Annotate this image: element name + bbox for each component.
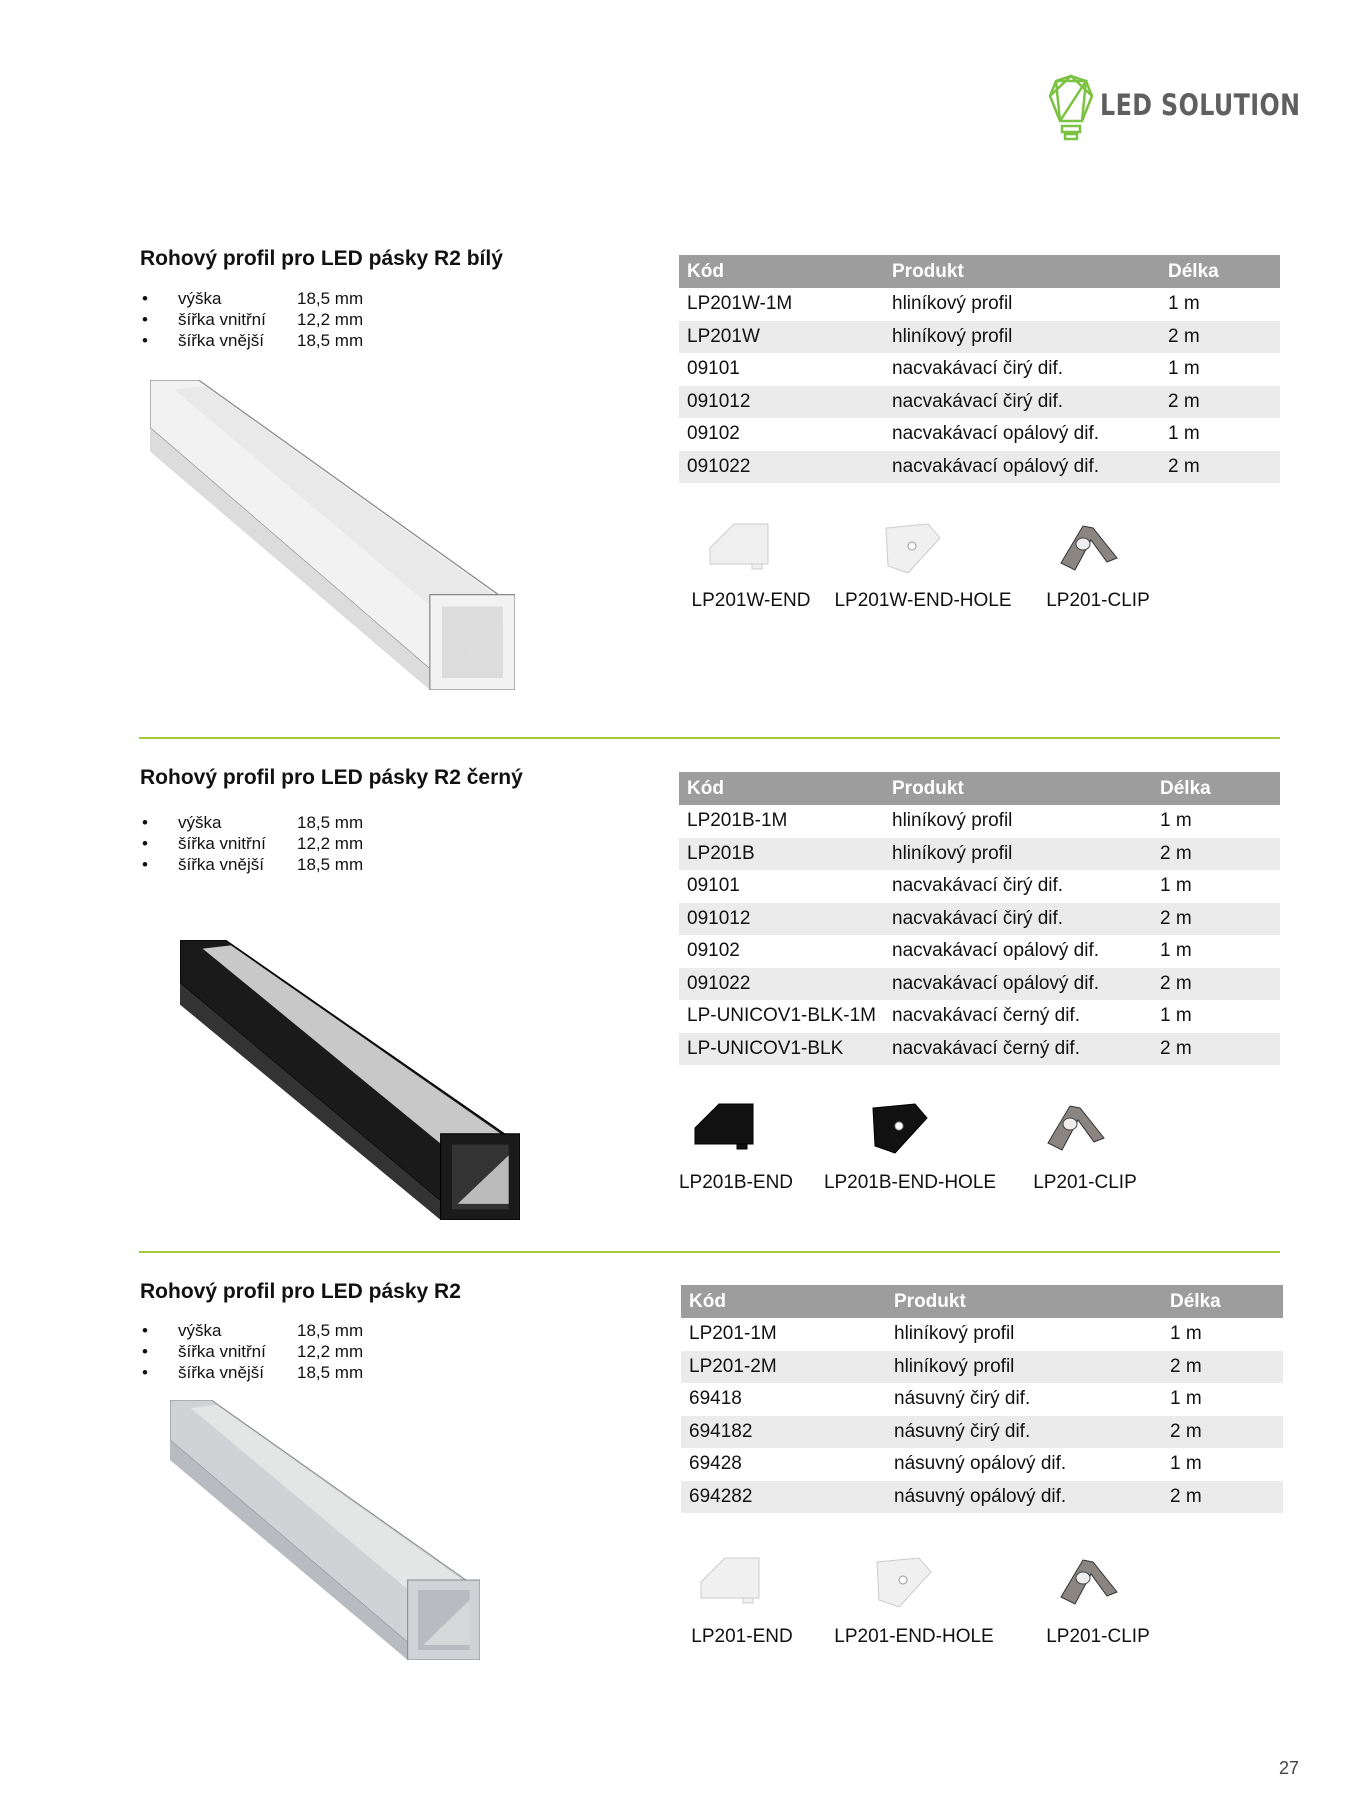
spec-item [142, 1320, 442, 1341]
cell-length: 2 m [1152, 838, 1280, 871]
column-header-product: Produkt [884, 255, 1160, 288]
cell-product: násuvný opálový dif. [894, 1453, 1067, 1475]
column-header-code: Kód [679, 772, 884, 805]
lightbulb-logo-icon [1048, 74, 1094, 144]
brand-logo [1048, 74, 1301, 144]
cell-product: nacvakávací čirý dif. [892, 358, 1064, 380]
table-row [679, 838, 1280, 871]
cell-length: 2 m [1162, 1481, 1283, 1514]
profile-image [180, 940, 520, 1220]
spec-item [142, 288, 442, 309]
cell-product: nacvakávací čirý dif. [884, 386, 1160, 419]
accessory-label: LP201B-END-HOLE [823, 1172, 997, 1193]
spec-label: šířka vnitřní [178, 1342, 266, 1361]
end-cap-white-icon [706, 518, 776, 583]
bullet-icon: • [142, 1342, 148, 1361]
cell-length: 1 m [1160, 1005, 1192, 1027]
bullet-icon: • [142, 289, 148, 308]
accessory-label: LP201-CLIP [1046, 1626, 1150, 1647]
column-header-product: Produkt [884, 772, 1152, 805]
spec-item [142, 812, 442, 833]
section-title: Rohový profil pro LED pásky R2 černý [140, 766, 523, 789]
cell-product: nacvakávací černý dif. [884, 1033, 1152, 1066]
section-divider [139, 1251, 1280, 1253]
table-row [681, 1448, 1283, 1481]
column-header-length: Délka [1160, 255, 1280, 288]
table-row [681, 1318, 1283, 1351]
cell-code: LP-UNICOV1-BLK [679, 1033, 884, 1066]
section-divider [139, 737, 1280, 739]
end-cap-white-icon [697, 1552, 767, 1617]
accessory-label: LP201W-END-HOLE [834, 590, 1012, 611]
accessory-label: LP201-CLIP [1033, 1172, 1137, 1193]
bullet-icon: • [142, 834, 148, 853]
cell-product: nacvakávací opálový dif. [892, 423, 1100, 445]
profile-image [150, 380, 515, 690]
cell-code: 091012 [679, 386, 884, 419]
page-number: 27 [1279, 1758, 1300, 1778]
cell-code: 69418 [689, 1388, 742, 1410]
spec-item [142, 1341, 442, 1362]
cell-product: násuvný čirý dif. [886, 1416, 1162, 1449]
table-row [679, 1000, 1280, 1033]
end-cap-hole-white-icon [878, 518, 948, 583]
cell-length: 2 m [1152, 903, 1280, 936]
cell-product: hliníkový profil [884, 838, 1152, 871]
column-header-code: Kód [681, 1285, 886, 1318]
spec-value: 12,2 mm [297, 1342, 364, 1361]
bullet-icon: • [142, 1363, 148, 1382]
cell-product: nacvakávací čirý dif. [892, 875, 1064, 897]
cell-code: 09101 [687, 875, 740, 897]
spec-value: 18,5 mm [297, 813, 364, 832]
end-cap-black-icon [691, 1098, 761, 1163]
cell-length: 2 m [1162, 1351, 1283, 1384]
cell-code: LP201-2M [681, 1351, 886, 1384]
bullet-icon: • [142, 813, 148, 832]
cell-length: 2 m [1162, 1416, 1283, 1449]
cell-code: 09101 [687, 358, 740, 380]
cell-code: 09102 [687, 423, 740, 445]
cell-code: 091012 [679, 903, 884, 936]
table-row [681, 1351, 1283, 1384]
table-row [681, 1481, 1283, 1514]
table-row [679, 968, 1280, 1001]
cell-length: 1 m [1160, 875, 1192, 897]
cell-code: LP-UNICOV1-BLK-1M [687, 1005, 876, 1027]
cell-product: nacvakávací čirý dif. [884, 903, 1152, 936]
cell-length: 1 m [1170, 1388, 1202, 1410]
cell-code: LP201W-1M [687, 293, 793, 315]
spec-value: 18,5 mm [297, 289, 364, 308]
brand-name: LED SOLUTION [1100, 88, 1301, 122]
cell-length: 2 m [1160, 321, 1280, 354]
column-header-code: Kód [679, 255, 884, 288]
table-row [679, 418, 1280, 451]
cell-length: 1 m [1160, 810, 1192, 832]
bullet-icon: • [142, 310, 148, 329]
table-row [681, 1383, 1283, 1416]
product-table [679, 255, 1280, 483]
cell-code: LP201W [679, 321, 884, 354]
spec-value: 12,2 mm [297, 834, 364, 853]
spec-item [142, 1362, 442, 1383]
cell-product: násuvný opálový dif. [886, 1481, 1162, 1514]
spec-item [142, 330, 442, 351]
product-table [681, 1285, 1283, 1513]
mounting-clip-icon [1040, 1098, 1110, 1163]
cell-product: nacvakávací černý dif. [892, 1005, 1080, 1027]
accessory-label: LP201-END-HOLE [834, 1626, 994, 1647]
spec-label: šířka vnitřní [178, 310, 266, 329]
cell-length: 1 m [1168, 293, 1200, 315]
product-table [679, 772, 1280, 1065]
cell-code: LP201-1M [689, 1323, 777, 1345]
cell-code: 09102 [687, 940, 740, 962]
spec-label: výška [178, 289, 222, 308]
bullet-icon: • [142, 855, 148, 874]
cell-length: 1 m [1170, 1453, 1202, 1475]
cell-code: LP201B [679, 838, 884, 871]
spec-item [142, 309, 442, 330]
cell-product: hliníkový profil [892, 293, 1013, 315]
spec-value: 18,5 mm [297, 855, 364, 874]
spec-value: 18,5 mm [297, 1363, 364, 1382]
cell-product: hliníkový profil [892, 810, 1013, 832]
column-header-length: Délka [1162, 1285, 1283, 1318]
table-row [679, 451, 1280, 484]
accessory-label: LP201-END [691, 1626, 793, 1647]
section-title: Rohový profil pro LED pásky R2 bílý [140, 247, 503, 270]
table-row [679, 935, 1280, 968]
spec-label: šířka vnější [178, 331, 264, 350]
spec-label: výška [178, 813, 222, 832]
cell-length: 1 m [1160, 940, 1192, 962]
cell-length: 2 m [1160, 386, 1280, 419]
cell-product: nacvakávací opálový dif. [884, 451, 1160, 484]
cell-code: LP201B-1M [687, 810, 788, 832]
cell-length: 2 m [1152, 968, 1280, 1001]
cell-code: 091022 [679, 451, 884, 484]
table-row [679, 903, 1280, 936]
spec-value: 12,2 mm [297, 310, 364, 329]
table-row [679, 321, 1280, 354]
bullet-icon: • [142, 1321, 148, 1340]
column-header-length: Délka [1152, 772, 1280, 805]
column-header-product: Produkt [886, 1285, 1162, 1318]
spec-label: šířka vnější [178, 855, 264, 874]
table-row [679, 353, 1280, 386]
spec-label: šířka vnější [178, 1363, 264, 1382]
accessory-label: LP201B-END [678, 1172, 794, 1193]
cell-product: nacvakávací opálový dif. [892, 940, 1100, 962]
mounting-clip-icon [1053, 1552, 1123, 1617]
cell-length: 2 m [1152, 1033, 1280, 1066]
cell-code: 69428 [689, 1453, 742, 1475]
cell-product: hliníkový profil [886, 1351, 1162, 1384]
cell-code: 091022 [679, 968, 884, 1001]
accessory-label: LP201W-END [691, 590, 811, 611]
accessory-label: LP201-CLIP [1046, 590, 1150, 611]
cell-code: 694182 [681, 1416, 886, 1449]
cell-length: 1 m [1168, 358, 1200, 380]
table-row [679, 386, 1280, 419]
cell-product: hliníkový profil [894, 1323, 1015, 1345]
cell-length: 1 m [1170, 1323, 1202, 1345]
cell-product: nacvakávací opálový dif. [884, 968, 1152, 1001]
table-row [679, 1033, 1280, 1066]
cell-code: 694282 [681, 1481, 886, 1514]
spec-value: 18,5 mm [297, 1321, 364, 1340]
table-row [679, 870, 1280, 903]
bullet-icon: • [142, 331, 148, 350]
cell-length: 1 m [1168, 423, 1200, 445]
cell-length: 2 m [1160, 451, 1280, 484]
table-row [679, 805, 1280, 838]
end-cap-hole-white-icon [869, 1552, 939, 1617]
mounting-clip-icon [1053, 518, 1123, 583]
end-cap-hole-black-icon [865, 1098, 935, 1163]
spec-value: 18,5 mm [297, 331, 364, 350]
cell-product: hliníkový profil [884, 321, 1160, 354]
spec-label: šířka vnitřní [178, 834, 266, 853]
cell-product: násuvný čirý dif. [894, 1388, 1031, 1410]
profile-image [170, 1400, 480, 1660]
spec-label: výška [178, 1321, 222, 1340]
spec-item [142, 833, 442, 854]
table-row [681, 1416, 1283, 1449]
spec-item [142, 854, 442, 875]
table-row [679, 288, 1280, 321]
section-title: Rohový profil pro LED pásky R2 [140, 1280, 461, 1303]
